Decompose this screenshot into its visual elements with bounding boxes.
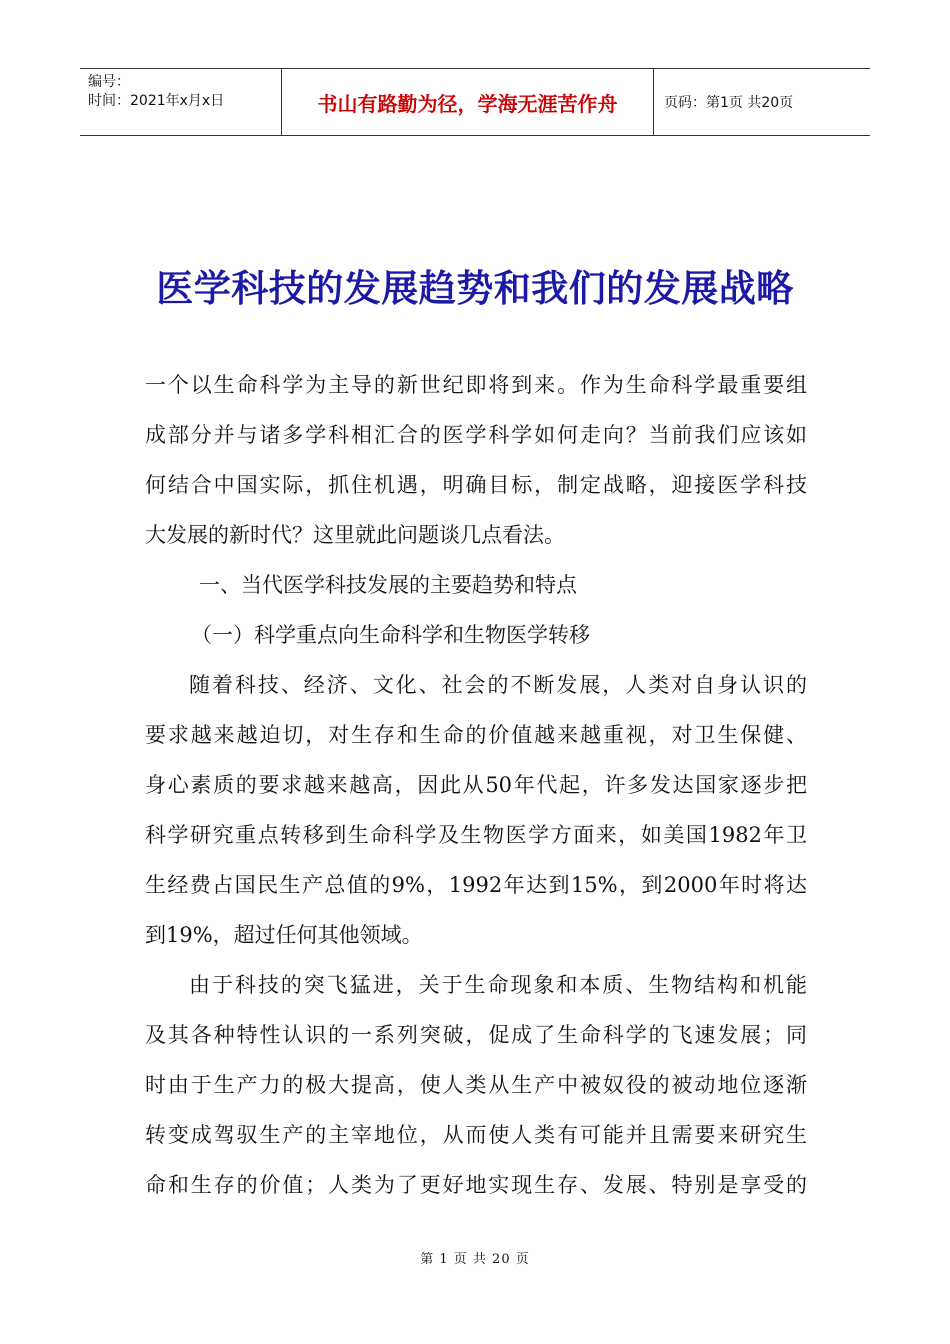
header-page-info: 页码：第1页 共20页 (664, 95, 794, 111)
text-line: 要求越来越迫切，对生存和生命的价值越来越重视，对卫生保健、 (145, 723, 807, 747)
document-body (145, 360, 807, 1210)
header-motto: 书山有路勤为径，学海无涯苦作舟 (282, 69, 654, 135)
text-line: 科学研究重点转移到生命科学及生物医学方面来，如美国1982年卫 (145, 823, 807, 847)
text-line: 转变成驾驭生产的主宰地位，从而使人类有可能并且需要来研究生 (145, 1123, 807, 1147)
text-line: 随着科技、经济、文化、社会的不断发展，人类对自身认识的 (189, 673, 807, 697)
text-line: 大发展的新时代？这里就此问题谈几点看法。 (145, 523, 565, 547)
text-line: 到19%，超过任何其他领域。 (145, 923, 423, 947)
page-footer: 第 1 页 共 20 页 (420, 1252, 530, 1267)
text-line: 及其各种特性认识的一系列突破，促成了生命科学的飞速发展；同 (145, 1023, 807, 1047)
text-line: 生经费占国民生产总值的9%，1992年达到15%，到2000年时将达 (145, 873, 807, 897)
subsection-heading: （一）科学重点向生命科学和生物医学转移 (191, 623, 590, 647)
text-line: 何结合中国实际，抓住机遇，明确目标，制定战略，迎接医学科技 (145, 473, 807, 497)
text-line: 命和生存的价值；人类为了更好地实现生存、发展、特别是享受的 (145, 1173, 807, 1197)
text-line: 由于科技的突飞猛进，关于生命现象和本质、生物结构和机能 (189, 973, 807, 997)
text-line: 一个以生命科学为主导的新世纪即将到来。作为生命科学最重要组 (145, 373, 807, 397)
text-line: 身心素质的要求越来越高，因此从50年代起，许多发达国家逐步把 (145, 773, 807, 797)
number-label: 编号： (88, 74, 130, 90)
text-line: 时由于生产力的极大提高，使人类从生产中被奴役的被动地位逐渐 (145, 1073, 807, 1097)
header-meta-cell (80, 69, 282, 135)
time-label: 时间：2021年x月x日 (88, 93, 225, 109)
header-table (80, 68, 870, 136)
text-line: 成部分并与诸多学科相汇合的医学科学如何走向？当前我们应该如 (145, 423, 807, 447)
document-title: 医学科技的发展趋势和我们的发展战略 (156, 267, 794, 310)
section-heading: 一、当代医学科技发展的主要趋势和特点 (199, 573, 577, 597)
